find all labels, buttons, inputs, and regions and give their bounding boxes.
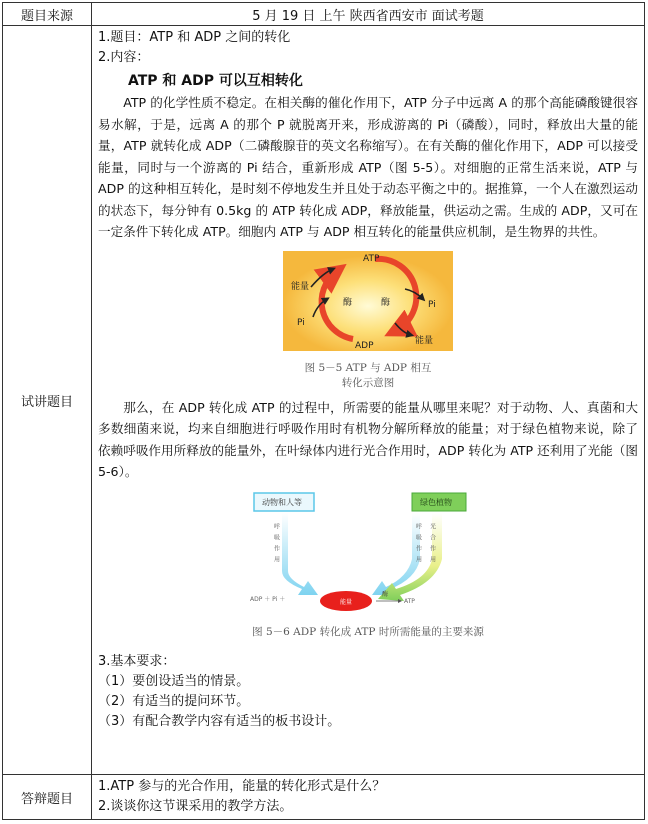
topic-line: 1.题目：ATP 和 ADP 之间的转化 (98, 30, 291, 45)
plants-box-label: 绿色植物 (420, 497, 452, 507)
right-respiration-text: 呼吸作用 (414, 522, 422, 567)
enzyme-label: 酶 (382, 590, 389, 598)
animals-box-label: 动物和人等 (262, 497, 302, 507)
energy-left-label: 能量 (291, 281, 310, 292)
energy-source-figure (248, 489, 488, 619)
adp-label: ADP (355, 340, 374, 351)
content-line: 2.内容： (98, 50, 150, 65)
trial-label: 试讲题目 (3, 26, 92, 775)
enzyme-left-label: 酶 (343, 297, 353, 308)
pi-right-label: Pi (428, 299, 436, 310)
equation-left: ADP ＋ Pi ＋ (250, 595, 286, 603)
atp-adp-cycle-figure (283, 251, 453, 351)
left-respiration-text: 呼吸作用 (272, 522, 280, 567)
respiration-arrow-left (274, 513, 318, 595)
requirement-item: （2）有适当的提问环节。 (98, 693, 250, 709)
photosynthesis-text: 光合作用 (428, 522, 436, 567)
figure1-caption-line2: 转化示意图 (341, 376, 395, 389)
paragraph-2: 那么，在 ADP 转化成 ATP 的过程中，所需要的能量从哪里来呢？对于动物、人、真菌和大多数细菌来说，均来自细胞进行呼吸作用时有机物分解所释放的能量；对于绿色植物来说，除了依赖呼吸作用所释放的能量外，在叶绿体内进行光合作用时，ADP 转化为 ATP 还利用了光能（图 5-6）。 (98, 399, 638, 479)
requirements-title: 3.基本要求： (98, 653, 176, 669)
equation-right: ATP (404, 597, 415, 605)
figure1-caption-line1: 图 5－5 ATP 与 ADP 相互 (304, 361, 432, 374)
source-value: 5 月 19 日 上午 陕西省西安市 面试考题 (92, 3, 645, 26)
exam-table (2, 2, 645, 820)
enzyme-right-label: 酶 (381, 297, 391, 308)
defense-question: 1.ATP 参与的光合作用，能量的转化形式是什么？ (98, 779, 386, 794)
energy-ellipse-label: 能量 (340, 598, 353, 606)
requirement-item: （3）有配合教学内容有适当的板书设计。 (98, 713, 341, 729)
trial-content (92, 26, 645, 775)
defense-question: 2.谈谈你这节课采用的教学方法。 (98, 799, 293, 814)
defense-label: 答辩题目 (3, 775, 92, 820)
energy-right-label: 能量 (415, 335, 434, 346)
pi-left-label: Pi (297, 317, 305, 328)
section-heading: ATP 和 ADP 可以互相转化 (128, 73, 303, 89)
requirement-item: （1）要创设适当的情景。 (98, 673, 250, 689)
paragraph-1: ATP 的化学性质不稳定。在相关酶的催化作用下，ATP 分子中远离 A 的那个高能磷酸键很容易水解，于是，远离 A 的那个 P 就脱离开来，形成游离的 Pi（磷酸），同时，释放出大量的能量，ATP 就转化成 ADP（二磷酸腺苷的英文名称缩写）。在有关酶的催化作用下，ADP 可以接受能量，同时与一个游离的 Pi 结合，重新形成 ATP（图 5-5）。对细胞的正常生活来说，ATP 与 ADP 的这种相互转化，是时刻不停地发生并且处于动态平衡之中的。据推算，一个人在激烈运动的状态下，每分钟有 0.5kg 的 ATP 转化成 ADP，释放能量，供运动之需。生成的 ADP，又可在一定条件下转化成 ATP。细胞内 ATP 与 ADP 相互转化的能量供应机制，是生物界的共性。 (98, 95, 638, 239)
defense-content (92, 775, 645, 820)
source-label: 题目来源 (3, 3, 92, 26)
atp-label: ATP (363, 253, 380, 264)
figure2-caption: 图 5－6 ADP 转化成 ATP 时所需能量的主要来源 (252, 625, 484, 638)
